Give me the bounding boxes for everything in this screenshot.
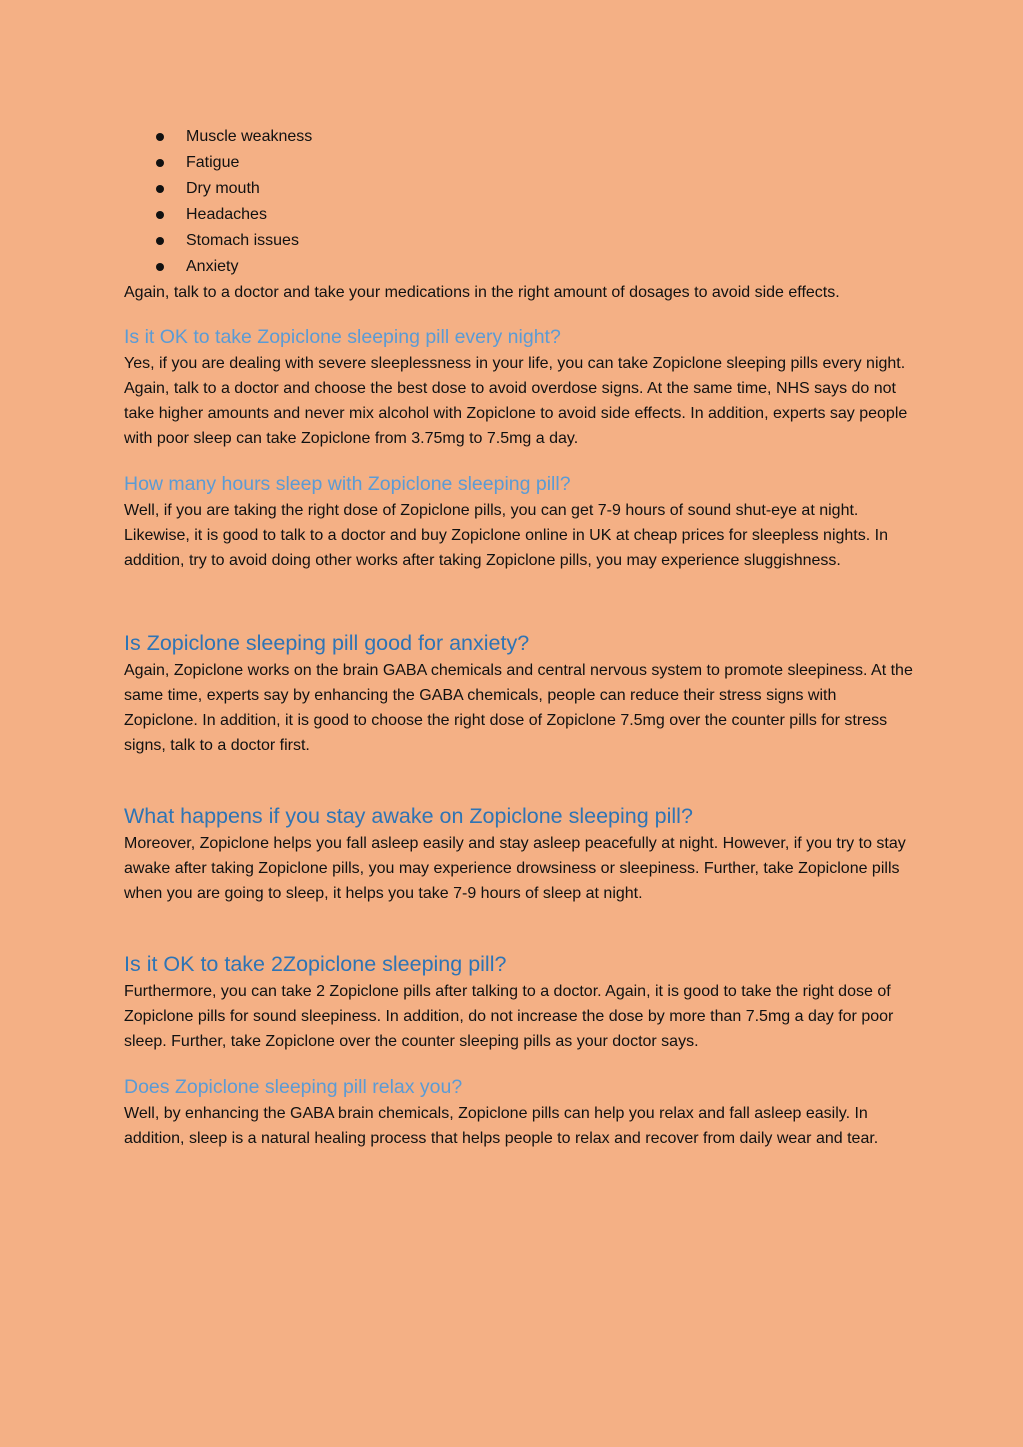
section-body: Moreover, Zopiclone helps you fall asleep easily and stay asleep peacefully at night. However, if you try to stay awake after taking Zopiclone pills, you may experience drowsiness or sleepiness. Further, take Zopiclone pills when you are going to sleep, it helps you take 7-9 hours of sleep at night.: [124, 835, 906, 902]
section-body: Furthermore, you can take 2 Zopiclone pills after talking to a doctor. Again, it is good to take the right dose of Zopiclone pills for sound sleepiness. In addition, do not increase the dose by more than 7.5mg a day for poor sleep. Further, take Zopiclone over the counter sleeping pills as your doctor says.: [124, 983, 894, 1050]
bullet-icon: [156, 159, 164, 167]
section-body: Yes, if you are dealing with severe sleeplessness in your life, you can take Zopiclone sleeping pills every night. Again, talk to a doctor and choose the best dose to avoid overdose signs. At the same time, NHS says do not take higher amounts and never mix alcohol with Zopiclone to avoid side effects. In addition, experts say people with poor sleep can take Zopiclone from 3.75mg to 7.5mg a day.: [124, 355, 908, 447]
list-item: [124, 176, 914, 202]
list-item: [124, 202, 914, 228]
section-every-night: [124, 324, 914, 451]
list-item-text: Anxiety: [186, 258, 239, 275]
list-item-text: Stomach issues: [186, 232, 299, 249]
side-effects-list: [124, 124, 914, 280]
section-body: Well, if you are taking the right dose of Zopiclone pills, you can get 7-9 hours of sound shut-eye at night. Likewise, it is good to talk to a doctor and buy Zopiclone online in UK at cheap prices for sleepless nights. In addition, try to avoid doing other works after taking Zopiclone pills, you may experience sluggishness.: [124, 502, 888, 569]
list-item-text: Headaches: [186, 206, 267, 223]
section-heading: Is Zopiclone sleeping pill good for anxiety?: [124, 631, 530, 655]
bullet-icon: [156, 185, 164, 193]
section-heading: Is it OK to take Zopiclone sleeping pill every night?: [124, 326, 561, 348]
list-item: [124, 150, 914, 176]
list-item: [124, 228, 914, 254]
section-heading: Is it OK to take 2Zopiclone sleeping pill?: [124, 952, 507, 976]
intro-paragraph: Again, talk to a doctor and take your medications in the right amount of dosages to avoid side effects.: [124, 284, 840, 301]
bullet-icon: [156, 133, 164, 141]
section-relax: [124, 1074, 914, 1151]
section-body: Again, Zopiclone works on the brain GABA chemicals and central nervous system to promote sleepiness. At the same time, experts say by enhancing the GABA chemicals, people can reduce their stress signs with Zopiclone. In addition, it is good to choose the right dose of Zopiclone 7.5mg over the counter pills for stress signs, talk to a doctor first.: [124, 662, 913, 754]
list-item-text: Dry mouth: [186, 180, 260, 197]
bullet-icon: [156, 263, 164, 271]
document-page: [124, 124, 914, 1151]
section-heading: What happens if you stay awake on Zopiclone sleeping pill?: [124, 804, 693, 828]
list-item-text: Muscle weakness: [186, 128, 313, 145]
section-stay-awake: [124, 801, 914, 906]
list-item-text: Fatigue: [186, 154, 240, 171]
list-item: [124, 124, 914, 150]
section-hours-sleep: [124, 471, 914, 573]
section-heading: How many hours sleep with Zopiclone sleeping pill?: [124, 473, 571, 495]
section-body: Well, by enhancing the GABA brain chemicals, Zopiclone pills can help you relax and fall asleep easily. In addition, sleep is a natural healing process that helps people to relax and recover from daily wear and tear.: [124, 1105, 879, 1147]
bullet-icon: [156, 211, 164, 219]
section-heading: Does Zopiclone sleeping pill relax you?: [124, 1076, 463, 1098]
section-two-pills: [124, 949, 914, 1054]
section-anxiety: [124, 628, 914, 758]
list-item: [124, 254, 914, 280]
bullet-icon: [156, 237, 164, 245]
